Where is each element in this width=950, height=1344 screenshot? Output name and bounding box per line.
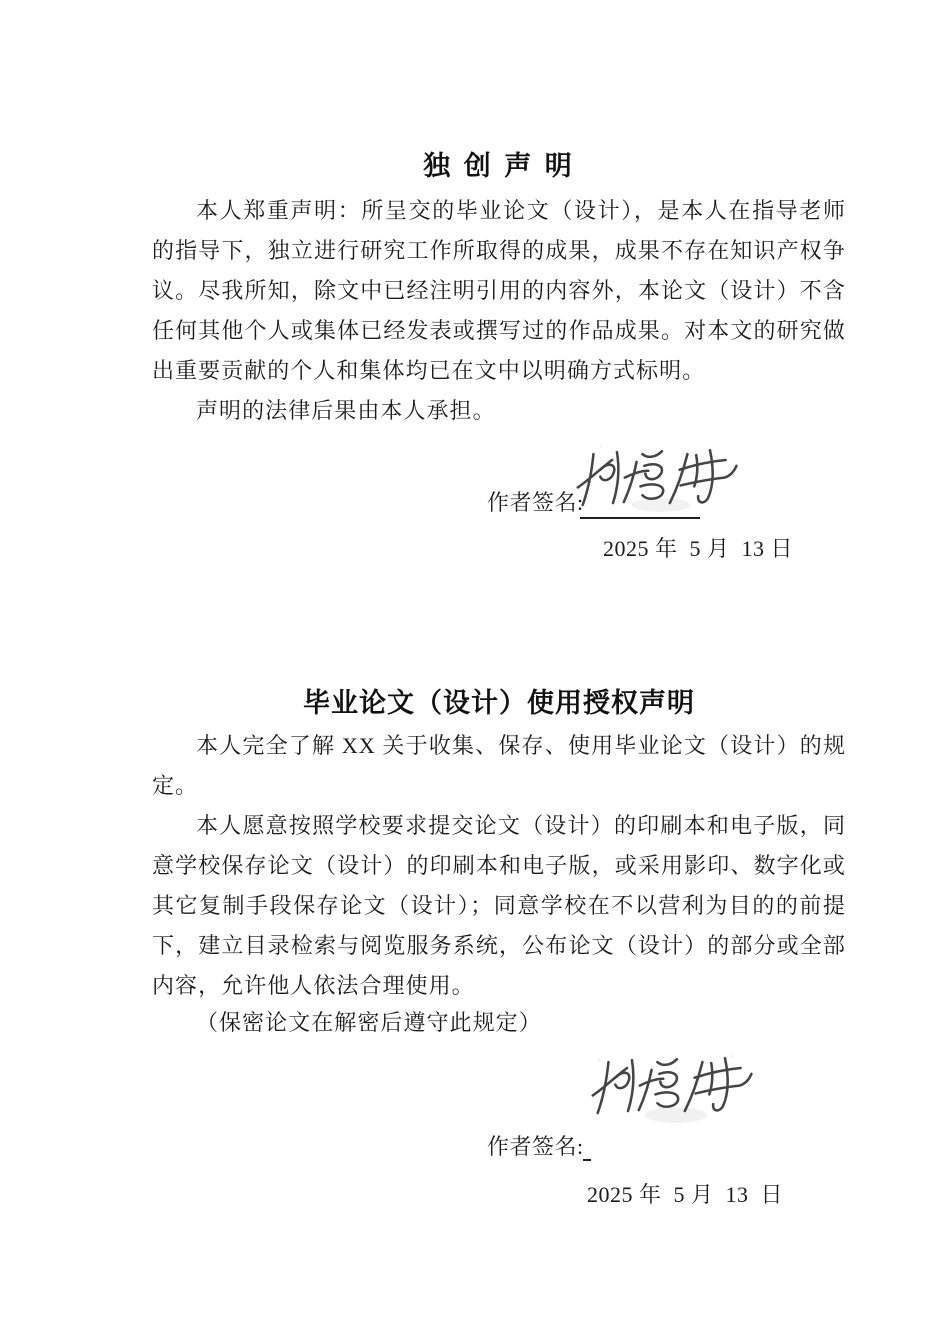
author-signature-handwriting: [568, 440, 754, 524]
signature-underscore: [583, 1159, 591, 1161]
originality-declaration-paragraph: 本人郑重声明：所呈交的毕业论文（设计），是本人在指导老师的指导下，独立进行研究工作所取得的成果，成果不存在知识产权争议。尽我所知，除文中已经注明引用的内容外，本论文（设计）不含任何其他个人或集体已经发表或撰写过的作品成果。对本文的研究做出重要贡献的个人和集体均已在文中以明确方式标明。: [152, 198, 846, 383]
confidentiality-note-paragraph: （保密论文在解密后遵守此规定）: [196, 1010, 542, 1035]
authorization-declaration-title: 毕业论文（设计）使用授权声明: [303, 688, 695, 718]
author-signature-label: 作者签名:: [487, 1134, 584, 1159]
originality-declaration-title: 独 创 声 明: [423, 151, 575, 181]
author-signature-handwriting: [583, 1044, 769, 1136]
author-signature-label: 作者签名:: [487, 490, 584, 515]
legal-consequence-paragraph: 声明的法律后果由本人承担。: [196, 398, 496, 423]
declaration-date: 2025 年 5 月 13 日: [603, 536, 794, 561]
authorization-consent-paragraph: 本人愿意按照学校要求提交论文（设计）的印刷本和电子版，同意学校保存论文（设计）的印刷本和电子版，或采用影印、数字化或其它复制手段保存论文（设计）；同意学校在不以营利为目的的前提下，建立目录检索与阅览服务系统，公布论文（设计）的部分或全部内容，允许他人依法合理使用。: [152, 813, 846, 998]
declaration-date: 2025 年 5 月 13 日: [587, 1182, 784, 1207]
authorization-understanding-paragraph: 本人完全了解 XX 关于收集、保存、使用毕业论文（设计）的规定。: [152, 733, 846, 798]
